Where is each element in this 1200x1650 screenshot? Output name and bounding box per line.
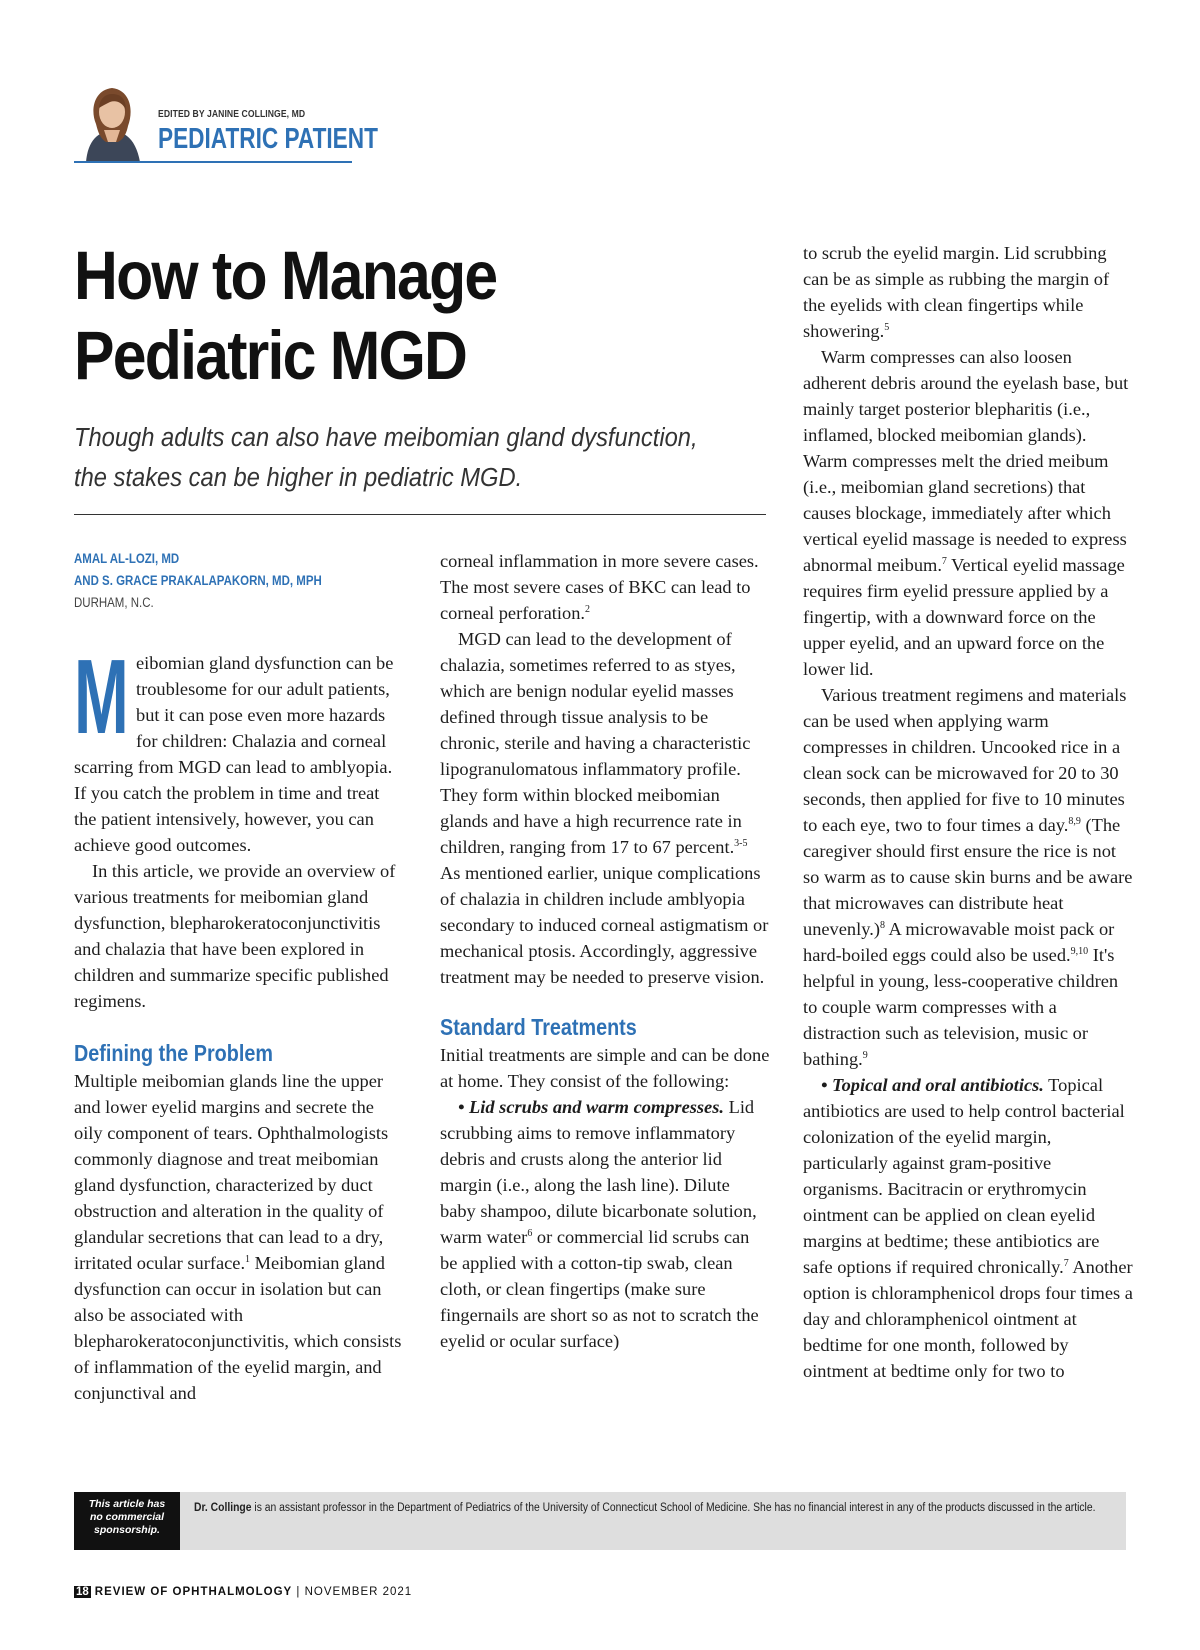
- sponsor-line-1: This article has: [88, 1498, 166, 1510]
- reference: 7: [941, 555, 947, 567]
- editor-photo: [74, 80, 150, 162]
- subhead-rule: [74, 514, 766, 515]
- bkc-text: corneal inflammation in more severe cases. The most severe cases of BKC can lead to corneal perforation.: [440, 551, 759, 623]
- regimens-text-c: A microwavable moist pack or hard-boiled eggs could also be used.: [803, 919, 1115, 965]
- page-footer: [74, 1586, 412, 1598]
- disclosure-text: [194, 1499, 1112, 1518]
- intro-text: eibomian gland dysfunction can be troublesome for our adult patients, but it can pose even more hazards for children: Chalazia and corneal scarring from MGD can lead to amblyopia. If you catch the problem in time and treat the patient intensively, however, you can achieve good outcomes.: [74, 653, 394, 855]
- chalazia-text-a: MGD can lead to the development of chalazia, sometimes referred to as styes, which are benign nodular eyelid masses defined through tissue analysis to be chronic, sterile and having a characteristic lipogranulomatous inflammatory profile. They form within blocked meibomian glands and have a high recurrence rate in children, ranging from 17 to 67 percent.: [440, 629, 751, 857]
- title-line-1: How to Manage: [74, 237, 497, 314]
- paragraph-regimens: [803, 682, 1133, 1072]
- issue-date: NOVEMBER 2021: [304, 1586, 413, 1598]
- reference: 7: [1063, 1257, 1069, 1269]
- reference: 9: [862, 1049, 868, 1061]
- article-subhead: [74, 418, 725, 498]
- column-2: [440, 548, 770, 1354]
- column-1: [74, 638, 404, 1406]
- regimens-text-a: Various treatment regimens and materials can be used when applying warm compresses in children. Uncooked rice in a clean sock can be microwaved for 20 to 30 seconds, then applied for five to 10 minutes to each eye, two to four times a day.: [803, 685, 1127, 835]
- defining-text-b: Meibomian gland dysfunction can occur in isolation but can also be associated with blepharokeratoconjunctivitis, which consists of inflammation of the eyelid margin, and conjunctival and: [74, 1253, 402, 1403]
- warm-compresses-text-b: Vertical eyelid massage requires firm eyelid pressure applied by a fingertip, with a downward force on the upper eyelid, and an upward force on the lower lid.: [803, 555, 1125, 679]
- heading-defining-problem: Defining the Problem: [74, 1040, 273, 1066]
- paragraph-antibiotics: [803, 1072, 1133, 1384]
- bullet-antibiotics: • Topical and oral antibiotics.: [821, 1075, 1044, 1095]
- sponsorship-badge: [74, 1492, 180, 1550]
- reference: 1: [245, 1253, 251, 1265]
- subhead-line-2: the stakes can be higher in pediatric MGD.: [74, 464, 523, 492]
- author-2: AND S. GRACE PRAKALAPAKORN, MD, MPH: [74, 573, 322, 588]
- reference: 5: [884, 321, 890, 333]
- reference: 9,10: [1070, 945, 1089, 957]
- title-line-2: Pediatric MGD: [74, 317, 467, 394]
- lid-scrubs-text-b: or commercial lid scrubs can be applied with a cotton-tip swab, clean cloth, or clean fingertips (make sure fingernails are short so as not to scratch the eyelid or ocular surface): [440, 1227, 759, 1351]
- paragraph-lid-scrubs: [440, 1094, 770, 1354]
- reference: 8: [879, 919, 885, 931]
- lid-scrubs-text-a: Lid scrubbing aims to remove inflammatory debris and crusts along the anterior lid margin (i.e., along the lash line). Dilute baby shampoo, dilute bicarbonate solution, warm water: [440, 1097, 757, 1247]
- bullet-lid-scrubs: • Lid scrubs and warm compresses.: [458, 1097, 724, 1117]
- sponsor-line-3: sponsorship.: [94, 1524, 160, 1536]
- paragraph-chalazia: [440, 626, 770, 990]
- page-number: 18: [76, 1586, 89, 1598]
- paragraph-warm-compresses: [803, 344, 1133, 682]
- paragraph-overview: In this article, we provide an overview of various treatments for meibomian gland dysfunction, blepharokeratoconjunctivitis and chalazia that have been explored in children and summarize specific published regimens.: [74, 861, 396, 1011]
- paragraph-bkc: [440, 548, 770, 626]
- paragraph-lid-scrub-cont: [803, 240, 1133, 344]
- dropcap: M: [74, 638, 129, 756]
- author-location: DURHAM, N.C.: [74, 595, 154, 610]
- footer-separator: |: [292, 1586, 305, 1598]
- disclosure-body: is an assistant professor in the Department of Pediatrics of the University of Connecticut School of Medicine. She has no financial interest in any of the products discussed in the article.: [251, 1502, 1096, 1514]
- reference: 3-5: [734, 837, 748, 849]
- antibiotics-text-b: Another option is chloramphenicol drops four times a day and chloramphenicol ointment at bedtime for one month, followed by ointment at bedtime only for two to: [803, 1257, 1133, 1381]
- subhead-line-1: Though adults can also have meibomian gland dysfunction,: [74, 424, 698, 452]
- header-rule: [74, 161, 352, 163]
- article-title: [74, 236, 567, 396]
- regimens-text-b: (The caregiver should first ensure the rice is not so warm as to cause skin burns and be aware that microwaves can distribute heat unevenly.): [803, 815, 1133, 939]
- paragraph-defining: [74, 1068, 404, 1406]
- paragraph-intro: [74, 638, 404, 858]
- reference: 6: [527, 1227, 533, 1239]
- edited-by-credit: EDITED BY JANINE COLLINGE, MD: [158, 108, 306, 120]
- section-title: PEDIATRIC PATIENT: [158, 123, 378, 155]
- antibiotics-text-a: Topical antibiotics are used to help control bacterial colonization of the eyelid margin, particularly against gram-positive organisms. Bacitracin or erythromycin ointment can be applied on clean eyelid margins at bedtime; these antibiotics are safe options if required chronically.: [803, 1075, 1125, 1277]
- chalazia-text-b: As mentioned earlier, unique complications of chalazia in children include amblyopia secondary to induced corneal astigmatism or mechanical ptosis. Accordingly, aggressive treatment may be needed to preserve vision.: [440, 863, 769, 987]
- heading-standard-treatments: Standard Treatments: [440, 1014, 637, 1040]
- warm-compresses-text-a: Warm compresses can also loosen adherent debris around the eyelash base, but mainly target posterior blepharitis (i.e., inflamed, blocked meibomian glands). Warm compresses melt the dried meibum (i.e., meibomian gland secretions) that causes blockage, immediately after which vertical eyelid massage is needed to express abnormal meibum.: [803, 347, 1129, 575]
- paragraph-initial-treatments: Initial treatments are simple and can be done at home. They consist of the following:: [440, 1045, 770, 1091]
- reference: 2: [585, 603, 591, 615]
- author-1: AMAL AL-LOZI, MD: [74, 551, 180, 566]
- byline: [74, 548, 322, 614]
- magazine-name: REVIEW OF OPHTHALMOLOGY: [94, 1586, 293, 1598]
- lid-scrub-cont-text: to scrub the eyelid margin. Lid scrubbing can be as simple as rubbing the margin of the eyelids with clean fingertips while showering.: [803, 243, 1110, 341]
- defining-text-a: Multiple meibomian glands line the upper and lower eyelid margins and secrete the oily component of tears. Ophthalmologists commonly diagnose and treat meibomian gland dysfunction, characterized by duct obstruction and alteration in the quality of glandular secretions that can lead to a dry, irritated ocular surface.: [74, 1071, 389, 1273]
- regimens-text-d: It's helpful in young, less-cooperative children to couple warm compresses with a distraction such as television, music or bathing.: [803, 945, 1119, 1069]
- disclosure-name: Dr. Collinge: [194, 1502, 252, 1514]
- reference: 8,9: [1068, 815, 1081, 827]
- sponsor-line-2: no commercial: [89, 1511, 165, 1523]
- column-3: [803, 240, 1133, 1384]
